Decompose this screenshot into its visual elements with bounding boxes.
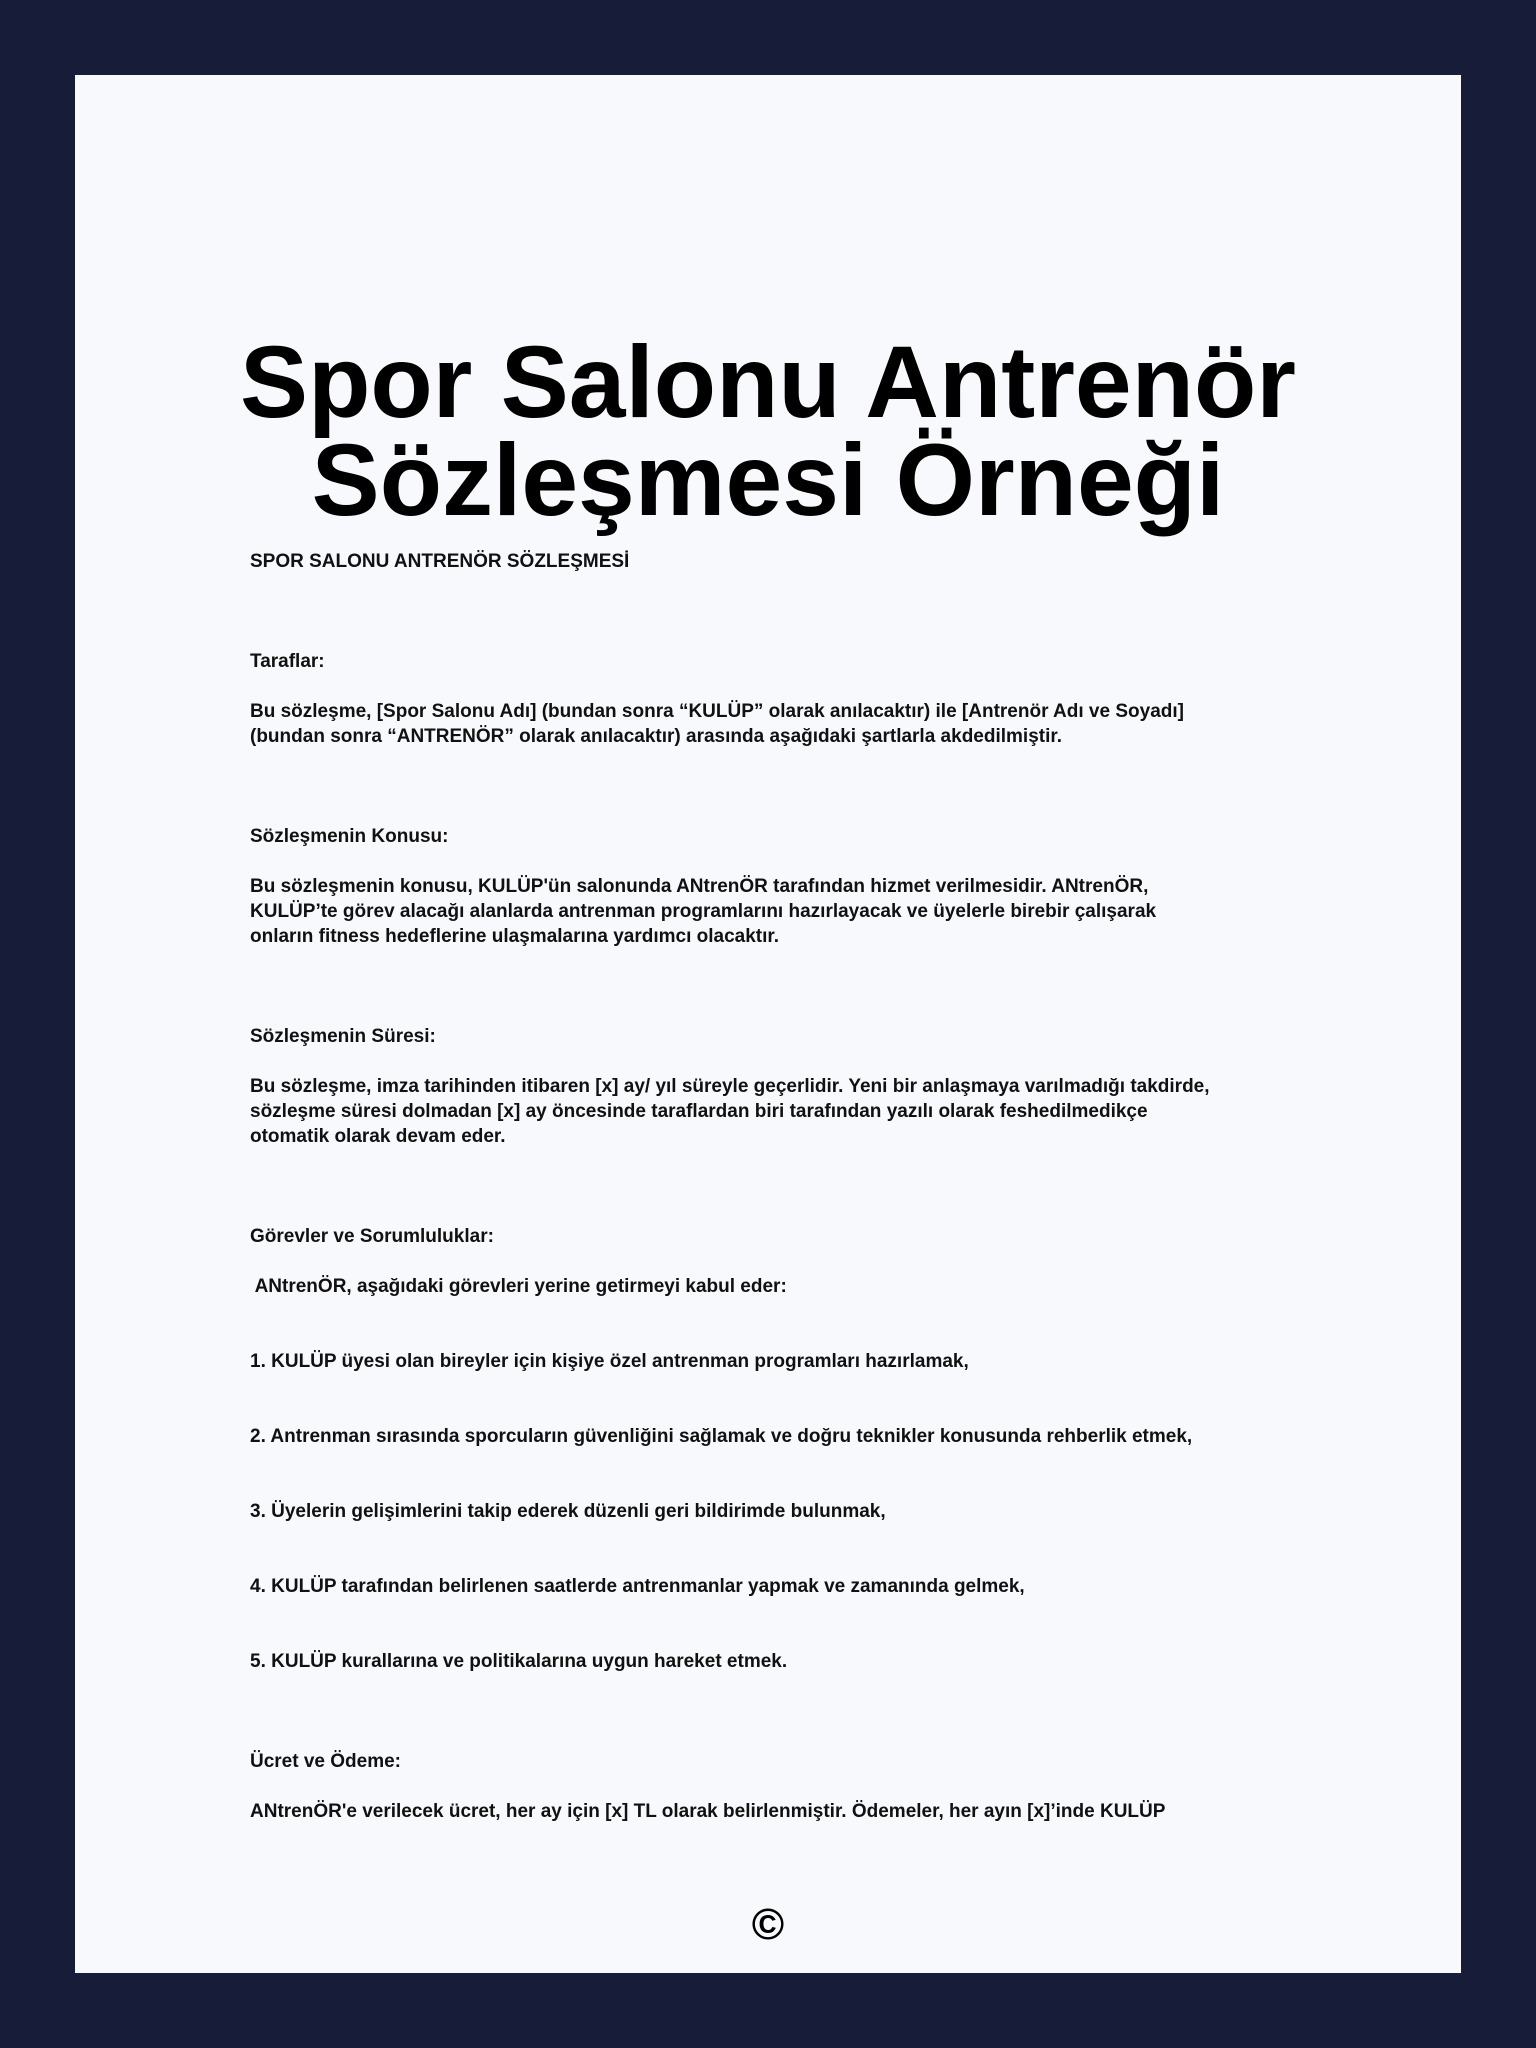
duty-list-item: 4. KULÜP tarafından belirlenen saatlerde antrenmanlar yapmak ve zamanında gelmek, xyxy=(250,1576,1025,1597)
fee-heading: Ücret ve Ödeme: xyxy=(250,1751,402,1772)
parties-text-line: (bundan sonra “ANTRENÖR” olarak anılacaktır) arasında aşağıdaki şartlarla akdedilmiştir. xyxy=(250,726,1062,747)
duties-heading: Görevler ve Sorumluluklar: xyxy=(250,1226,494,1247)
duty-list-item: 5. KULÜP kurallarına ve politikalarına uygun hareket etmek. xyxy=(250,1651,788,1672)
duration-heading: Sözleşmenin Süresi: xyxy=(250,1026,436,1047)
contract-heading: SPOR SALONU ANTRENÖR SÖZLEŞMESİ xyxy=(250,551,630,572)
duration-text-line: Bu sözleşme, imza tarihinden itibaren [x] ay/ yıl süreyle geçerlidir. Yeni bir anlaşmaya varılmadığı takdirde, xyxy=(250,1076,1210,1097)
duties-intro: ANtrenÖR, aşağıdaki görevleri yerine getirmeyi kabul eder: xyxy=(250,1276,787,1297)
duty-list-item: 2. Antrenman sırasında sporcuların güvenliğini sağlamak ve doğru teknikler konusunda rehberlik etmek, xyxy=(250,1426,1193,1447)
title-line-1: Spor Salonu Antrenör xyxy=(240,325,1296,439)
subject-heading: Sözleşmenin Konusu: xyxy=(250,826,449,847)
duration-text-line: sözleşme süresi dolmadan [x] ay öncesinde taraflardan biri tarafından yazılı olarak feshedilmedikçe xyxy=(250,1101,1148,1122)
page-title xyxy=(75,325,1461,537)
subject-text-line: KULÜP’te görev alacağı alanlarda antrenman programlarını hazırlayacak ve üyelerle birebir çalışarak xyxy=(250,901,1157,922)
duration-text-line: otomatik olarak devam eder. xyxy=(250,1126,506,1147)
subject-text-line: onların fitness hedeflerine ulaşmalarına yardımcı olacaktır. xyxy=(250,926,780,947)
title-line-2: Sözleşmesi Örneği xyxy=(311,423,1225,537)
parties-heading: Taraflar: xyxy=(250,651,325,672)
duty-list-item: 1. KULÜP üyesi olan bireyler için kişiye özel antrenman programları hazırlamak, xyxy=(250,1351,969,1372)
fee-text-line: ANtrenÖR'e verilecek ücret, her ay için [x] TL olarak belirlenmiştir. Ödemeler, her ayın [x]’inde KULÜP xyxy=(250,1801,1166,1822)
duty-list-item: 3. Üyelerin gelişimlerini takip ederek düzenli geri bildirimde bulunmak, xyxy=(250,1501,886,1522)
document-page xyxy=(75,75,1461,1973)
document-body xyxy=(250,549,1330,1824)
subject-text-line: Bu sözleşmenin konusu, KULÜP'ün salonunda ANtrenÖR tarafından hizmet verilmesidir. ANtrenÖR, xyxy=(250,876,1149,897)
parties-text-line: Bu sözleşme, [Spor Salonu Adı] (bundan sonra “KULÜP” olarak anılacaktır) ile [Antrenör Adı ve Soyadı] xyxy=(250,701,1184,722)
copyright-icon: © xyxy=(751,1900,785,1949)
